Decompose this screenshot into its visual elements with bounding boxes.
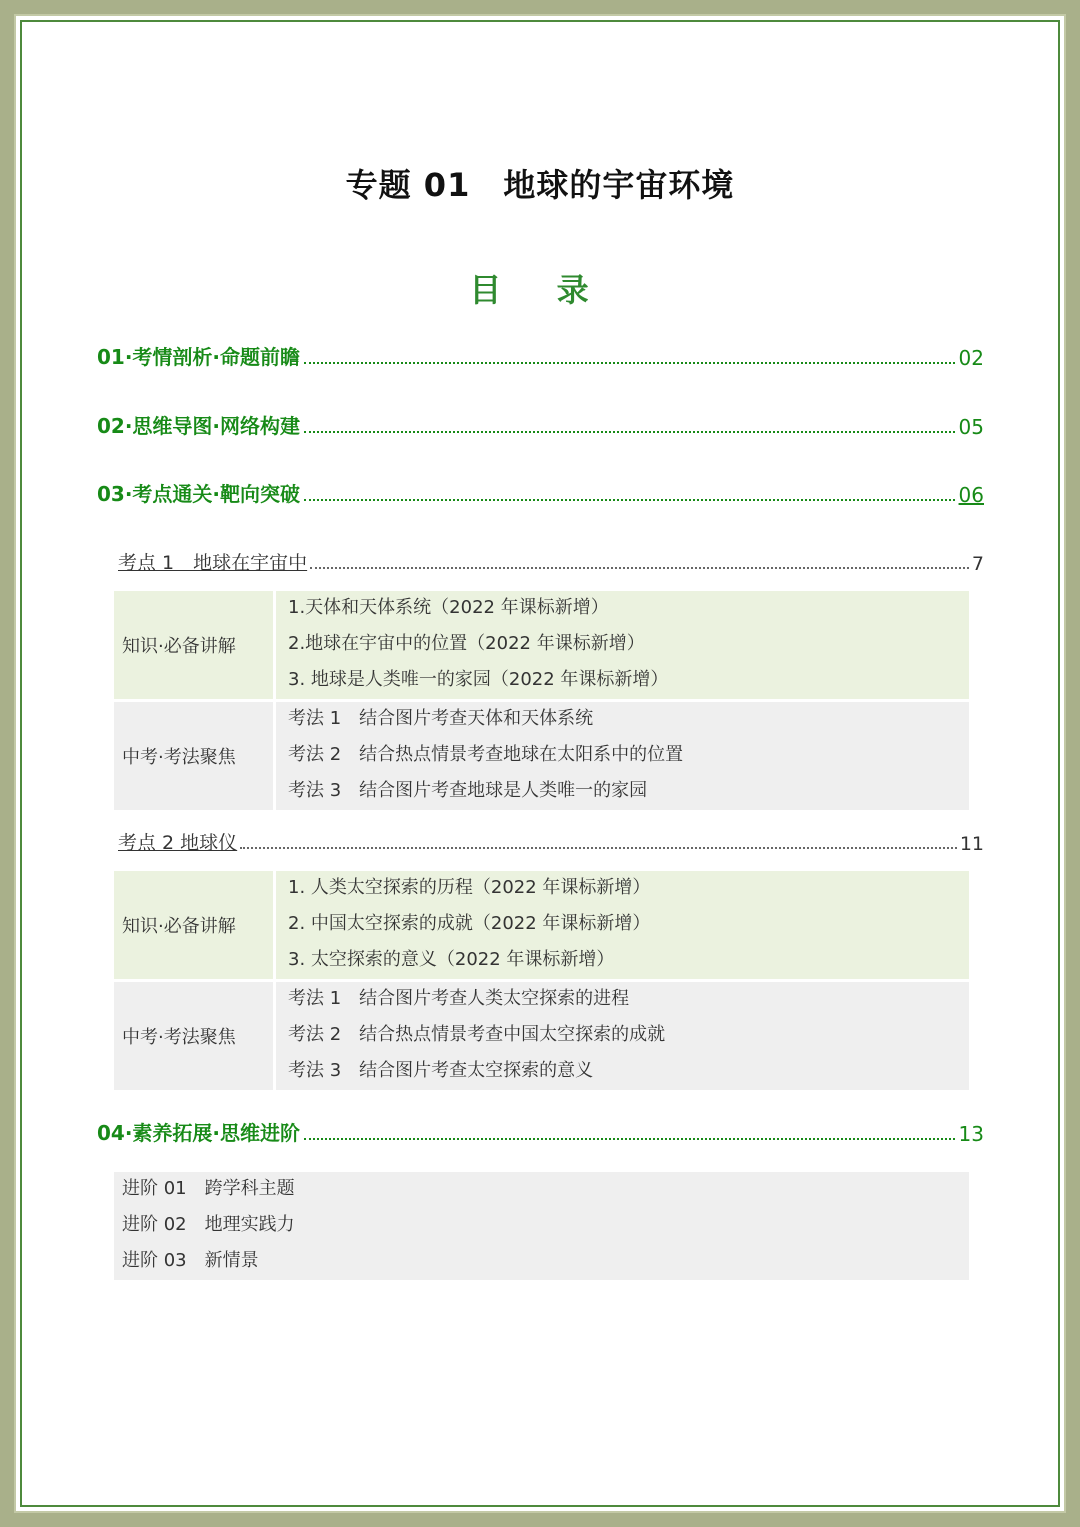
knowledge-block-1: [114, 591, 969, 699]
knowledge-block-2: [114, 871, 969, 979]
list-item[interactable]: 考法 1 结合图片考查人类太空探索的进程: [288, 988, 630, 1009]
dot-leader: [304, 362, 955, 364]
exam-block-2: [114, 982, 969, 1090]
knowledge-category: 知识·必备讲解: [122, 916, 236, 937]
section-page: 02: [958, 346, 984, 370]
knowledge-list: [273, 591, 969, 699]
dot-leader: [304, 1138, 955, 1140]
dot-leader: [304, 499, 955, 501]
exam-list: [273, 702, 969, 810]
list-item[interactable]: 考法 2 结合热点情景考查中国太空探索的成就: [288, 1024, 666, 1045]
document-title: 专题 01 地球的宇宙环境: [345, 166, 735, 204]
exam-block-1: [114, 702, 969, 810]
exam-list: [273, 982, 969, 1090]
section-page: 13: [958, 1122, 984, 1146]
toc-section-03[interactable]: [97, 477, 984, 507]
list-item[interactable]: 考法 3 结合图片考查太空探索的意义: [288, 1060, 594, 1081]
toc-kaodian-1[interactable]: [118, 547, 984, 575]
list-item[interactable]: 1.天体和天体系统（2022 年课标新增）: [288, 597, 609, 618]
list-item[interactable]: 考法 1 结合图片考查天体和天体系统: [288, 708, 594, 729]
knowledge-category: 知识·必备讲解: [122, 636, 236, 657]
list-item[interactable]: 进阶 01 跨学科主题: [122, 1178, 295, 1199]
knowledge-list: [273, 871, 969, 979]
toc-section-01[interactable]: [97, 340, 984, 370]
kaodian-page: 7: [971, 553, 984, 575]
dot-leader: [310, 567, 969, 569]
section-label: 01·考情剖析·命题前瞻: [97, 345, 301, 369]
list-item[interactable]: 2.地球在宇宙中的位置（2022 年课标新增）: [288, 633, 645, 654]
list-item[interactable]: 1. 人类太空探索的历程（2022 年课标新增）: [288, 877, 651, 898]
list-item[interactable]: 3. 太空探索的意义（2022 年课标新增）: [288, 949, 615, 970]
exam-category: 中考·考法聚焦: [122, 1027, 236, 1048]
list-item[interactable]: 考法 3 结合图片考查地球是人类唯一的家园: [288, 780, 648, 801]
list-item[interactable]: 进阶 02 地理实践力: [122, 1214, 295, 1235]
exam-category: 中考·考法聚焦: [122, 747, 236, 768]
dot-leader: [304, 431, 955, 433]
section-label: 03·考点通关·靶向突破: [97, 482, 301, 506]
section-page: 05: [958, 415, 984, 439]
section-label: 02·思维导图·网络构建: [97, 414, 301, 438]
section-page: 06: [958, 483, 984, 507]
advanced-block: [114, 1172, 969, 1280]
toc-heading: 目 录: [469, 271, 611, 309]
section-label: 04·素养拓展·思维进阶: [97, 1121, 301, 1145]
list-item[interactable]: 2. 中国太空探索的成就（2022 年课标新增）: [288, 913, 651, 934]
kaodian-label: 考点 1 地球在宇宙中: [118, 552, 308, 574]
toc-section-02[interactable]: [97, 409, 984, 439]
toc-section-04[interactable]: [97, 1116, 984, 1146]
list-item[interactable]: 进阶 03 新情景: [122, 1250, 259, 1271]
kaodian-page: 11: [959, 833, 984, 855]
kaodian-label: 考点 2 地球仪: [118, 832, 238, 854]
list-item[interactable]: 3. 地球是人类唯一的家园（2022 年课标新增）: [288, 669, 669, 690]
toc-kaodian-2[interactable]: [118, 827, 984, 855]
list-item[interactable]: 考法 2 结合热点情景考查地球在太阳系中的位置: [288, 744, 684, 765]
dot-leader: [240, 847, 957, 849]
